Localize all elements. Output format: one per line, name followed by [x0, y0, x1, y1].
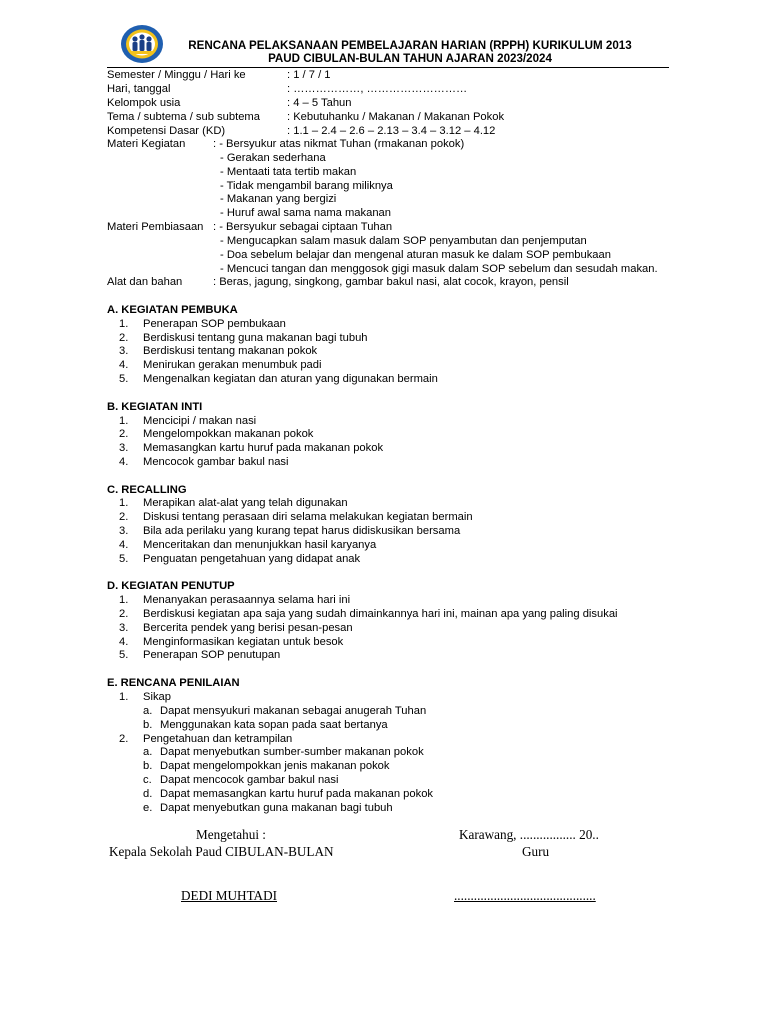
sublist-item: Dapat memasangkan kartu huruf pada makanan pokok — [160, 788, 434, 800]
list-item: Menanyakan perasaannya selama hari ini — [143, 594, 351, 606]
list-item: Penguatan pengetahuan yang didapat anak — [143, 553, 361, 565]
materi-kegiatan-item: - Tidak mengambil barang miliknya — [220, 180, 393, 192]
identity-label-date: Hari, tanggal — [107, 83, 171, 95]
materi-kegiatan-item: - Makanan yang bergizi — [220, 193, 337, 205]
list-number: 5. — [119, 553, 129, 565]
list-item: Diskusi tentang perasaan diri selama melakukan kegiatan bermain — [143, 511, 473, 523]
list-item: Mencocok gambar bakul nasi — [143, 456, 289, 468]
list-item: Mengenalkan kegiatan dan aturan yang digunakan bermain — [143, 373, 438, 385]
list-item: Merapikan alat-alat yang telah digunakan — [143, 497, 348, 509]
materi-pembiasaan-item: : - Bersyukur sebagai ciptaan Tuhan — [213, 221, 393, 233]
list-number: 5. — [119, 649, 129, 661]
alat-bahan-value: : Beras, jagung, singkong, gambar bakul nasi, alat cocok, krayon, pensil — [213, 276, 569, 288]
list-number: 1. — [119, 415, 129, 427]
identity-label-semester: Semester / Minggu / Hari ke — [107, 69, 246, 81]
materi-kegiatan-item: - Huruf awal sama nama makanan — [220, 207, 391, 219]
identity-label-theme: Tema / subtema / sub subtema — [107, 111, 260, 123]
sublist-item: Dapat menyebutkan sumber-sumber makanan pokok — [160, 746, 424, 758]
section-heading-recalling: C. RECALLING — [107, 484, 187, 496]
list-item: Menceritakan dan menunjukkan hasil karyanya — [143, 539, 377, 551]
materi-kegiatan-item: : - Bersyukur atas nikmat Tuhan (rmakanan pokok) — [213, 138, 465, 150]
list-number: 4. — [119, 359, 129, 371]
list-item: Berdiskusi tentang makanan pokok — [143, 345, 318, 357]
sublist-letter: b. — [143, 719, 153, 731]
sublist-letter: e. — [143, 802, 153, 814]
materi-pembiasaan-item: - Mengucapkan salam masuk dalam SOP penyambutan dan penjemputan — [220, 235, 587, 247]
list-number: 2. — [119, 733, 129, 745]
materi-kegiatan-item: - Gerakan sederhana — [220, 152, 326, 164]
signature-right-name: ........................................... — [454, 888, 596, 903]
document-title: RENCANA PELAKSANAAN PEMBELAJARAN HARIAN (RPPH) KURIKULUM 2013 — [188, 39, 632, 52]
materi-pembiasaan-item: - Doa sebelum belajar dan mengenal aturan masuk ke dalam SOP pembukaan — [220, 249, 611, 261]
sublist-letter: c. — [143, 774, 152, 786]
list-number: 2. — [119, 511, 129, 523]
sublist-letter: b. — [143, 760, 153, 772]
document-subtitle: PAUD CIBULAN-BULAN TAHUN AJARAN 2023/2024 — [268, 52, 552, 65]
list-number: 2. — [119, 332, 129, 344]
identity-value-date: : ………………, ……………………… — [287, 83, 468, 95]
materi-pembiasaan-label: Materi Pembiasaan — [107, 221, 204, 233]
identity-label-age-group: Kelompok usia — [107, 97, 181, 109]
list-item: Penerapan SOP pembukaan — [143, 318, 286, 330]
signature-right-place-date: Karawang, ................. 20.. — [459, 827, 599, 842]
alat-bahan-label: Alat dan bahan — [107, 276, 183, 288]
list-number: 3. — [119, 622, 129, 634]
list-item: Menirukan gerakan menumbuk padi — [143, 359, 322, 371]
header-divider — [107, 67, 669, 68]
list-item: Memasangkan kartu huruf pada makanan pokok — [143, 442, 384, 454]
list-number: 3. — [119, 345, 129, 357]
list-number: 3. — [119, 442, 129, 454]
list-number: 2. — [119, 428, 129, 440]
identity-value-age-group: : 4 – 5 Tahun — [287, 97, 352, 109]
signature-left-name: DEDI MUHTADI — [181, 888, 278, 903]
signature-left-caption: Mengetahui : — [196, 827, 266, 842]
list-item: Berdiskusi kegiatan apa saja yang sudah dimainkannya hari ini, mainan apa yang paling disukai — [143, 608, 618, 620]
sublist-letter: d. — [143, 788, 153, 800]
sublist-letter: a. — [143, 705, 153, 717]
signature-right-role: Guru — [522, 844, 550, 859]
list-item: Bila ada perilaku yang kurang tepat harus didiskusikan bersama — [143, 525, 461, 537]
list-number: 1. — [119, 594, 129, 606]
section-heading-penilaian: E. RENCANA PENILAIAN — [107, 677, 240, 689]
list-number: 5. — [119, 373, 129, 385]
sublist-item: Dapat mensyukuri makanan sebagai anugerah Tuhan — [160, 705, 427, 717]
list-number: 1. — [119, 318, 129, 330]
list-number: 1. — [119, 497, 129, 509]
identity-label-kd: Kompetensi Dasar (KD) — [107, 125, 226, 137]
list-item: Menginformasikan kegiatan untuk besok — [143, 636, 344, 648]
signature-left-role: Kepala Sekolah Paud CIBULAN-BULAN — [109, 844, 334, 859]
section-heading-inti: B. KEGIATAN INTI — [107, 401, 203, 413]
list-item: Sikap — [143, 691, 171, 703]
list-number: 3. — [119, 525, 129, 537]
identity-value-semester: : 1 / 7 / 1 — [287, 69, 331, 81]
materi-pembiasaan-item: - Mencuci tangan dan menggosok gigi masuk dalam SOP sebelum dan sesudah makan. — [220, 263, 658, 275]
list-item: Bercerita pendek yang berisi pesan-pesan — [143, 622, 353, 634]
list-number: 4. — [119, 456, 129, 468]
list-item: Mencicipi / makan nasi — [143, 415, 257, 427]
list-number: 2. — [119, 608, 129, 620]
materi-kegiatan-label: Materi Kegiatan — [107, 138, 186, 150]
list-number: 4. — [119, 636, 129, 648]
sublist-item: Menggunakan kata sopan pada saat bertanya — [160, 719, 388, 731]
list-item: Mengelompokkan makanan pokok — [143, 428, 314, 440]
list-number: 1. — [119, 691, 129, 703]
section-heading-penutup: D. KEGIATAN PENUTUP — [107, 580, 235, 592]
identity-value-kd: : 1.1 – 2.4 – 2.6 – 2.13 – 3.4 – 3.12 – 4.12 — [287, 125, 496, 137]
list-number: 4. — [119, 539, 129, 551]
list-item: Pengetahuan dan ketrampilan — [143, 733, 293, 745]
identity-value-theme: : Kebutuhanku / Makanan / Makanan Pokok — [287, 111, 505, 123]
materi-kegiatan-item: - Mentaati tata tertib makan — [220, 166, 357, 178]
sublist-item: Dapat mencocok gambar bakul nasi — [160, 774, 339, 786]
list-item: Penerapan SOP penutupan — [143, 649, 281, 661]
sublist-letter: a. — [143, 746, 153, 758]
section-heading-pembuka: A. KEGIATAN PEMBUKA — [107, 304, 238, 316]
sublist-item: Dapat mengelompokkan jenis makanan pokok — [160, 760, 390, 772]
sublist-item: Dapat menyebutkan guna makanan bagi tubuh — [160, 802, 393, 814]
list-item: Berdiskusi tentang guna makanan bagi tubuh — [143, 332, 368, 344]
